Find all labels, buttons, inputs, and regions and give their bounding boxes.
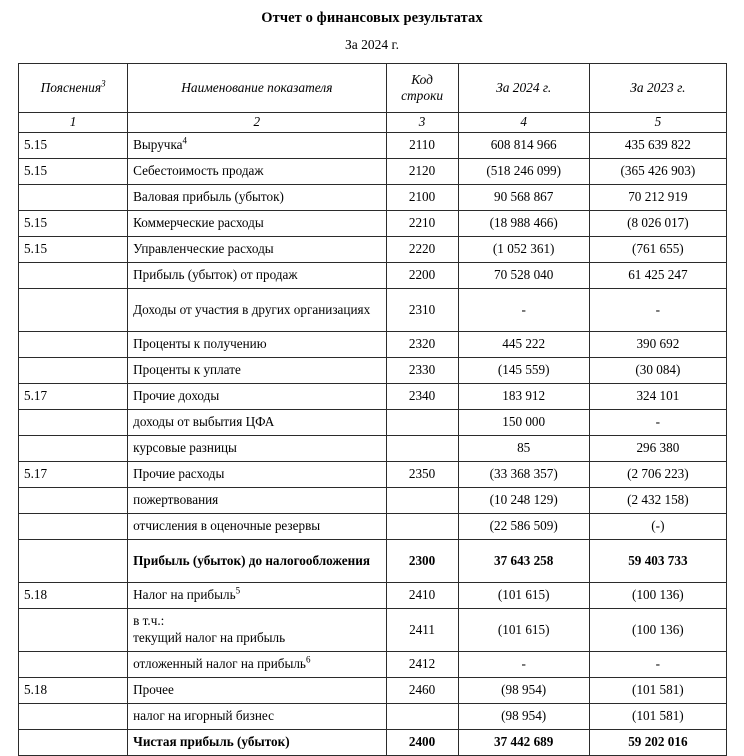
row-value-current-year: (101 615): [458, 582, 589, 608]
table-row: [19, 703, 727, 729]
financial-results-table: [18, 63, 727, 756]
row-value-previous-year: 59 202 016: [589, 729, 726, 755]
row-value-current-year: -: [458, 651, 589, 677]
row-explanation-ref: 5.15: [19, 132, 128, 158]
row-indicator-name: отчисления в оценочные резервы: [128, 513, 386, 539]
row-explanation-ref: [19, 608, 128, 651]
row-line-code: [386, 409, 458, 435]
row-indicator-name: Чистая прибыль (убыток): [128, 729, 386, 755]
table-row: [19, 409, 727, 435]
row-line-code: [386, 513, 458, 539]
row-indicator-name: Проценты к уплате: [128, 357, 386, 383]
table-row: [19, 210, 727, 236]
row-line-code: 2350: [386, 461, 458, 487]
row-explanation-ref: [19, 262, 128, 288]
row-explanation-ref: [19, 651, 128, 677]
footnote-marker: 4: [182, 136, 188, 147]
row-explanation-ref: 5.15: [19, 158, 128, 184]
row-indicator-name: доходы от выбытия ЦФА: [128, 409, 386, 435]
table-header: [19, 63, 727, 132]
row-value-previous-year: (101 581): [589, 703, 726, 729]
row-explanation-ref: [19, 357, 128, 383]
header-cell-current-period: За 2024 г.: [458, 63, 589, 112]
table-row: [19, 236, 727, 262]
report-table-wrapper: [0, 63, 744, 756]
row-indicator-name: Валовая прибыль (убыток): [128, 184, 386, 210]
row-explanation-ref: [19, 703, 128, 729]
table-row: [19, 383, 727, 409]
table-row: [19, 513, 727, 539]
column-number-4: 4: [458, 112, 589, 132]
header-cell-indicator-name: Наименование показателя: [128, 63, 386, 112]
table-row: [19, 461, 727, 487]
row-indicator-name: Себестоимость продаж: [128, 158, 386, 184]
table-header-row: [19, 63, 727, 112]
row-value-current-year: (145 559): [458, 357, 589, 383]
row-indicator-name: Налог на прибыль$^5$: [128, 582, 386, 608]
row-value-current-year: (18 988 466): [458, 210, 589, 236]
row-value-previous-year: 59 403 733: [589, 539, 726, 582]
row-indicator-name: Выручка$^4$: [128, 132, 386, 158]
row-explanation-ref: 5.17: [19, 461, 128, 487]
row-value-current-year: (22 586 509): [458, 513, 589, 539]
row-explanation-ref: [19, 435, 128, 461]
row-value-previous-year: 296 380: [589, 435, 726, 461]
header-explanations-label: Пояснения: [40, 79, 102, 95]
row-value-current-year: (518 246 099): [458, 158, 589, 184]
row-explanation-ref: [19, 513, 128, 539]
footnote-marker: 5: [235, 586, 241, 597]
row-explanation-ref: [19, 409, 128, 435]
table-row: [19, 331, 727, 357]
row-indicator-name: налог на игорный бизнес: [128, 703, 386, 729]
row-value-current-year: 37 442 689: [458, 729, 589, 755]
row-value-current-year: (98 954): [458, 703, 589, 729]
row-name-line: текущий налог на прибыль: [133, 629, 286, 645]
row-value-previous-year: (365 426 903): [589, 158, 726, 184]
row-line-code: 2412: [386, 651, 458, 677]
row-explanation-ref: 5.18: [19, 582, 128, 608]
row-value-previous-year: 390 692: [589, 331, 726, 357]
row-line-code: [386, 703, 458, 729]
row-line-code: 2400: [386, 729, 458, 755]
row-value-current-year: -: [458, 288, 589, 331]
row-value-previous-year: (2 432 158): [589, 487, 726, 513]
row-line-code: 2310: [386, 288, 458, 331]
row-indicator-name: [128, 608, 386, 651]
row-indicator-name: отложенный налог на прибыль$^6$: [128, 651, 386, 677]
row-explanation-ref: [19, 184, 128, 210]
row-explanation-ref: 5.15: [19, 210, 128, 236]
column-number-1: 1: [19, 112, 128, 132]
table-row: [19, 582, 727, 608]
row-value-current-year: (98 954): [458, 677, 589, 703]
row-line-code: 2330: [386, 357, 458, 383]
table-row: [19, 158, 727, 184]
row-value-current-year: 608 814 966: [458, 132, 589, 158]
row-line-code: 2200: [386, 262, 458, 288]
row-line-code: 2340: [386, 383, 458, 409]
row-explanation-ref: [19, 487, 128, 513]
row-line-code: 2220: [386, 236, 458, 262]
row-value-previous-year: (8 026 017): [589, 210, 726, 236]
table-row: [19, 608, 727, 651]
row-line-code: 2100: [386, 184, 458, 210]
row-name-line: в т.ч.:: [133, 613, 165, 629]
table-row: [19, 729, 727, 755]
row-value-current-year: 183 912: [458, 383, 589, 409]
row-value-current-year: 445 222: [458, 331, 589, 357]
table-row: [19, 288, 727, 331]
row-value-previous-year: (761 655): [589, 236, 726, 262]
row-value-previous-year: (100 136): [589, 582, 726, 608]
row-indicator-name: Прибыль (убыток) до налогообложения: [128, 539, 386, 582]
row-value-previous-year: 70 212 919: [589, 184, 726, 210]
row-value-previous-year: -: [589, 409, 726, 435]
table-row: [19, 487, 727, 513]
row-explanation-ref: 5.15: [19, 236, 128, 262]
row-line-code: [386, 435, 458, 461]
row-line-code: 2460: [386, 677, 458, 703]
row-line-code: 2300: [386, 539, 458, 582]
row-value-previous-year: 324 101: [589, 383, 726, 409]
row-indicator-name: Доходы от участия в других организациях: [128, 288, 386, 331]
row-indicator-name: Прибыль (убыток) от продаж: [128, 262, 386, 288]
row-explanation-ref: [19, 729, 128, 755]
row-explanation-ref: 5.17: [19, 383, 128, 409]
row-value-previous-year: (101 581): [589, 677, 726, 703]
row-indicator-name: Управленческие расходы: [128, 236, 386, 262]
header-code-line2: строки: [401, 87, 444, 103]
row-value-current-year: (1 052 361): [458, 236, 589, 262]
row-line-code: 2410: [386, 582, 458, 608]
header-cell-line-code: [386, 63, 458, 112]
header-code-line1: Код: [411, 71, 433, 87]
row-explanation-ref: [19, 288, 128, 331]
table-row: [19, 262, 727, 288]
row-value-current-year: 90 568 867: [458, 184, 589, 210]
row-value-previous-year: 435 639 822: [589, 132, 726, 158]
row-explanation-ref: [19, 331, 128, 357]
table-row: [19, 539, 727, 582]
row-explanation-ref: [19, 539, 128, 582]
row-line-code: [386, 487, 458, 513]
table-body: [19, 132, 727, 755]
row-value-current-year: 85: [458, 435, 589, 461]
row-value-previous-year: (100 136): [589, 608, 726, 651]
row-explanation-ref: 5.18: [19, 677, 128, 703]
row-value-current-year: (101 615): [458, 608, 589, 651]
table-row: [19, 435, 727, 461]
table-column-number-row: [19, 112, 727, 132]
row-value-previous-year: (2 706 223): [589, 461, 726, 487]
column-number-3: 3: [386, 112, 458, 132]
row-value-current-year: 150 000: [458, 409, 589, 435]
row-line-code: 2320: [386, 331, 458, 357]
row-value-previous-year: -: [589, 651, 726, 677]
row-line-code: 2210: [386, 210, 458, 236]
row-value-current-year: (33 368 357): [458, 461, 589, 487]
row-indicator-name: Прочие расходы: [128, 461, 386, 487]
table-row: [19, 677, 727, 703]
table-row: [19, 132, 727, 158]
header-cell-previous-period: За 2023 г.: [589, 63, 726, 112]
header-cell-explanations: [19, 63, 128, 112]
row-line-code: 2110: [386, 132, 458, 158]
row-indicator-name: Прочее: [128, 677, 386, 703]
page-title: Отчет о финансовых результатах: [261, 10, 483, 26]
row-line-code: 2120: [386, 158, 458, 184]
row-indicator-name: пожертвования: [128, 487, 386, 513]
row-value-current-year: 37 643 258: [458, 539, 589, 582]
column-number-5: 5: [589, 112, 726, 132]
row-value-previous-year: (-): [589, 513, 726, 539]
table-row: [19, 651, 727, 677]
header-explanations-footnote-marker: 3: [101, 78, 106, 89]
row-value-previous-year: 61 425 247: [589, 262, 726, 288]
row-indicator-name: Проценты к получению: [128, 331, 386, 357]
table-row: [19, 357, 727, 383]
row-value-current-year: 70 528 040: [458, 262, 589, 288]
row-line-code: 2411: [386, 608, 458, 651]
row-value-previous-year: -: [589, 288, 726, 331]
row-indicator-name: курсовые разницы: [128, 435, 386, 461]
row-value-current-year: (10 248 129): [458, 487, 589, 513]
row-indicator-name: Коммерческие расходы: [128, 210, 386, 236]
page-subtitle: За 2024 г.: [345, 37, 399, 53]
row-value-previous-year: (30 084): [589, 357, 726, 383]
footnote-marker: 6: [305, 655, 311, 666]
row-indicator-name: Прочие доходы: [128, 383, 386, 409]
column-number-2: 2: [128, 112, 386, 132]
table-row: [19, 184, 727, 210]
